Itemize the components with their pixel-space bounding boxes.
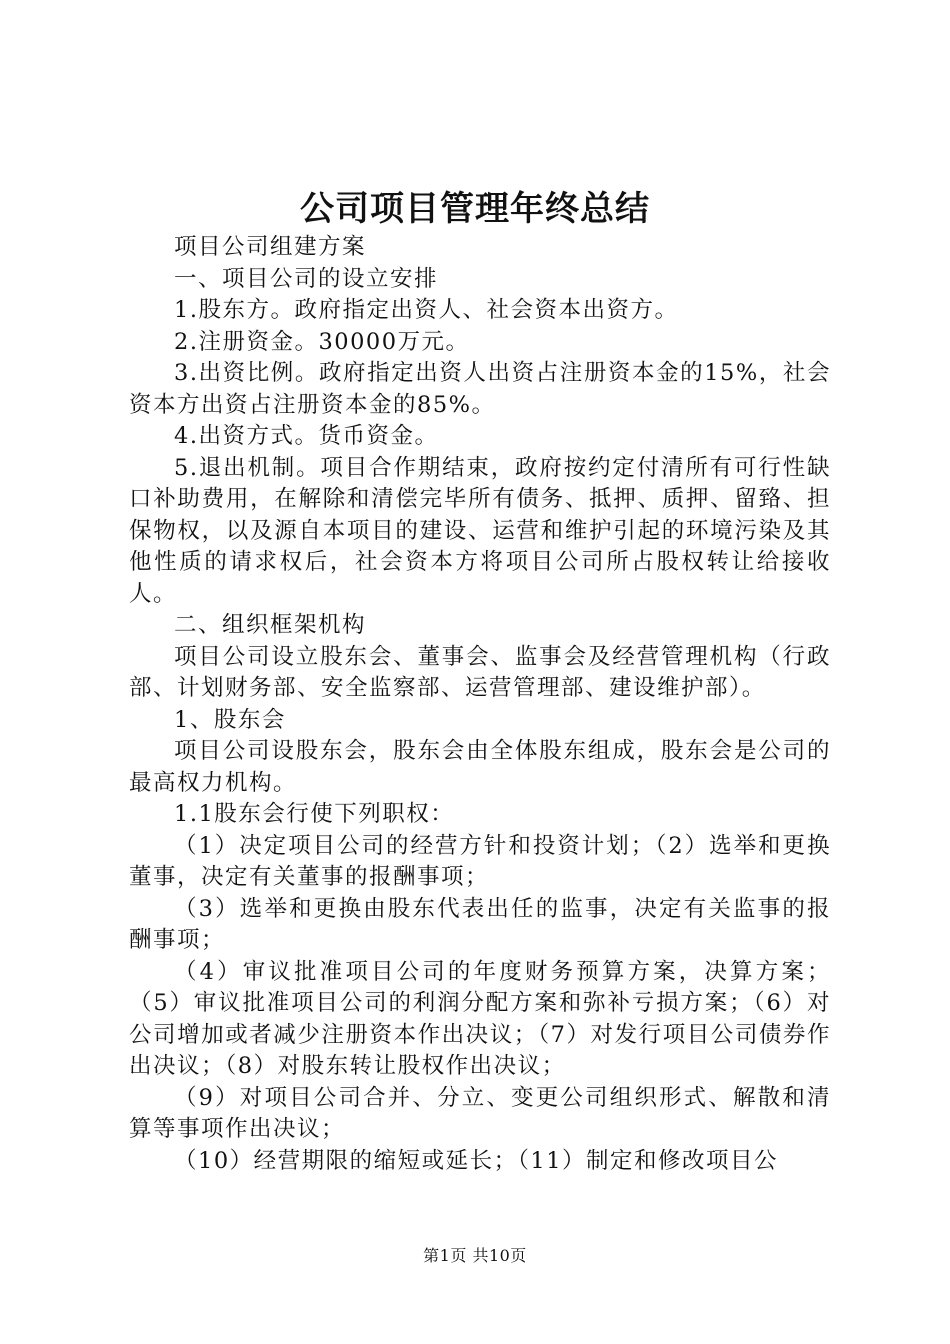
- paragraph-13: （1）决定项目公司的经营方针和投资计划；（2）选举和更换董事，决定有关董事的报酬事项；: [129, 832, 831, 890]
- paragraph-14: （3）选举和更换由股东代表出任的监事，决定有关监事的报酬事项；: [129, 895, 831, 953]
- document-title: 公司项目管理年终总结: [300, 189, 650, 229]
- paragraph-1: 项目公司组建方案: [174, 234, 367, 260]
- paragraph-12: 1.1股东会行使下列职权：: [174, 801, 455, 827]
- paragraph-17: （10）经营期限的缩短或延长；（11）制定和修改项目公: [174, 1147, 779, 1174]
- paragraph-7: 5.退出机制。项目合作期结束，政府按约定付清所有可行性缺口补助费用，在解除和清偿完毕所有债务、抵押、质押、留臵、担保物权，以及源自本项目的建设、运营和维护引起的环境污染及其他性质的请求权后，社会资本方将项目公司所占股权转让给接收人。: [129, 454, 831, 607]
- paragraph-15: （4）审议批准项目公司的年度财务预算方案，决算方案；（5）审议批准项目公司的利润分配方案和弥补亏损方案；（6）对公司增加或者减少注册资本作出决议；（7）对发行项目公司债券作出决议；（8）对股东转让股权作出决议；: [129, 958, 831, 1079]
- page-footer: 第1页 共10页: [423, 1246, 527, 1265]
- paragraph-2: 一、项目公司的设立安排: [174, 265, 439, 292]
- paragraph-10: 1、股东会: [174, 706, 286, 733]
- paragraph-9: 项目公司设立股东会、董事会、监事会及经营管理机构（行政部、计划财务部、安全监察部、运营管理部、建设维护部）。: [129, 643, 831, 701]
- paragraph-11: 项目公司设股东会，股东会由全体股东组成，股东会是公司的最高权力机构。: [129, 738, 831, 796]
- paragraph-16: （9）对项目公司合并、分立、变更公司组织形式、解散和清算等事项作出决议；: [129, 1084, 831, 1142]
- paragraph-3: 1.股东方。政府指定出资人、社会资本出资方。: [174, 297, 679, 323]
- document-body: [129, 232, 831, 1177]
- paragraph-6: 4.出资方式。货币资金。: [174, 423, 439, 449]
- paragraph-5: 3.出资比例。政府指定出资人出资占注册资本金的15%，社会资本方出资占注册资本金的85%。: [129, 360, 831, 418]
- paragraph-8: 二、组织框架机构: [174, 612, 367, 638]
- paragraph-4: 2.注册资金。30000万元。: [174, 328, 470, 355]
